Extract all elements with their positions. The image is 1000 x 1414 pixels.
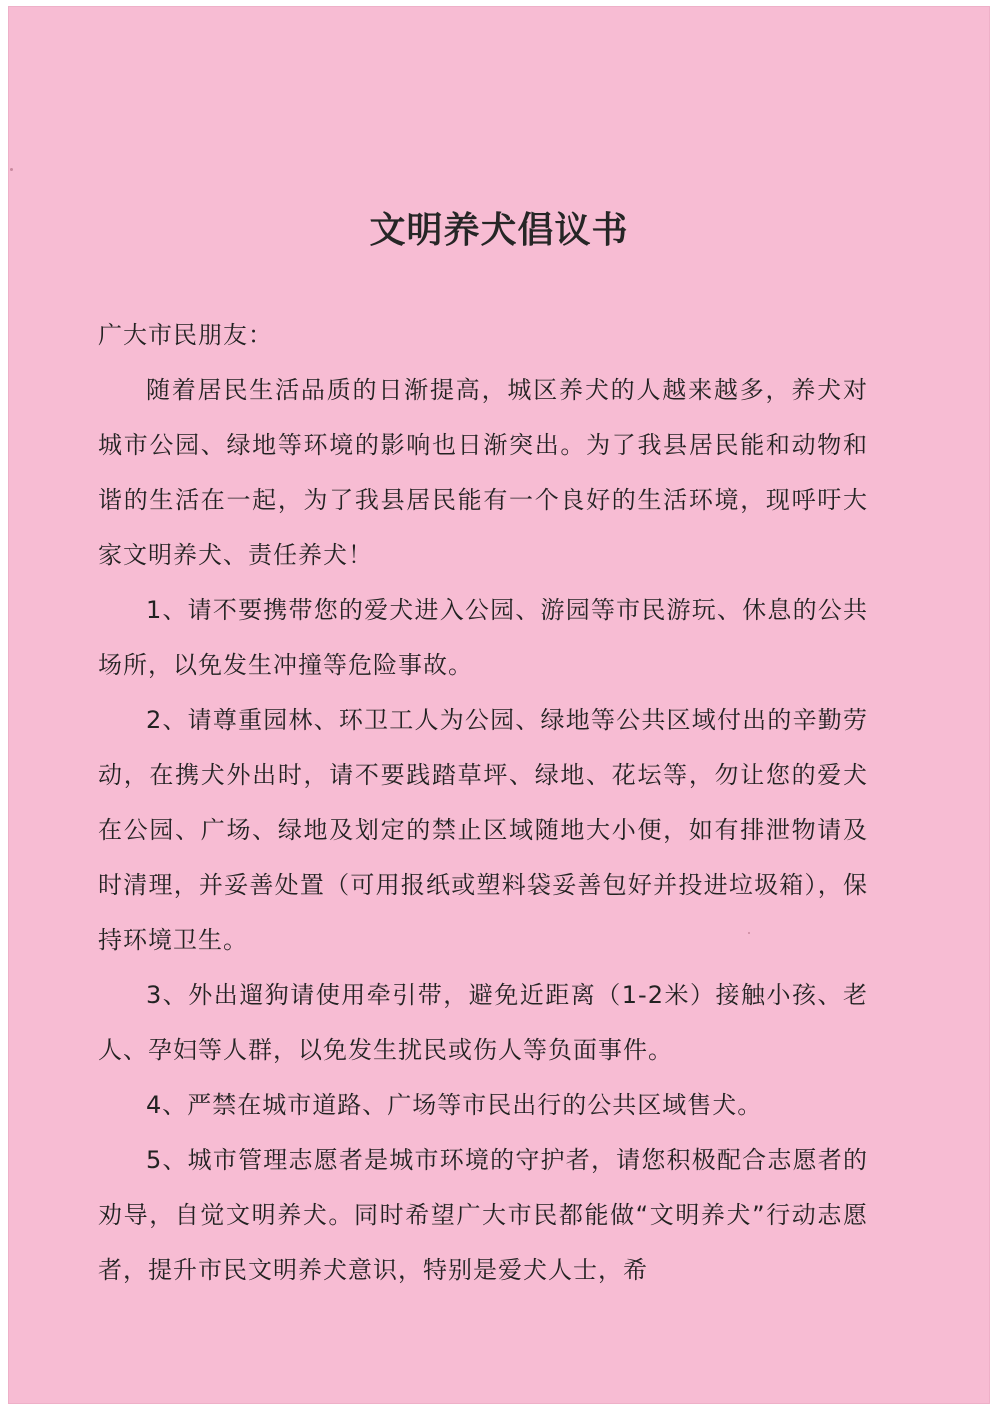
paragraph-item-1: 1、请不要携带您的爱犬进入公园、游园等市民游玩、休息的公共场所，以免发生冲撞等危险事故。 bbox=[98, 596, 868, 679]
paragraph-item-2: 2、请尊重园林、环卫工人为公园、绿地等公共区域付出的辛勤劳动，在携犬外出时，请不要践踏草坪、绿地、花坛等，勿让您的爱犬在公园、广场、绿地及划定的禁止区域随地大小便，如有排泄物请及时清理，并妥善处置（可用报纸或塑料袋妥善包好并投进垃圾箱），保持环境卫生。 bbox=[98, 706, 868, 954]
salutation: 广大市民朋友： bbox=[98, 321, 273, 349]
paper-speck bbox=[10, 168, 13, 171]
paragraph-item-3: 3、外出遛狗请使用牵引带，避免近距离（1-2米）接触小孩、老人、孕妇等人群，以免发生扰民或伤人等负面事件。 bbox=[98, 981, 868, 1064]
paragraph-intro: 随着居民生活品质的日渐提高，城区养犬的人越来越多，养犬对城市公园、绿地等环境的影响也日渐突出。为了我县居民能和动物和谐的生活在一起，为了我县居民能有一个良好的生活环境，现呼吁大家文明养犬、责任养犬！ bbox=[98, 376, 868, 569]
document-title: 文明养犬倡议书 bbox=[369, 209, 629, 251]
paragraph-item-5: 5、城市管理志愿者是城市环境的守护者，请您积极配合志愿者的劝导，自觉文明养犬。同时希望广大市民都能做“文明养犬”行动志愿者，提升市民文明养犬意识，特别是爱犬人士，希 bbox=[98, 1146, 868, 1284]
document-body bbox=[98, 308, 868, 1298]
paragraph-item-4: 4、严禁在城市道路、广场等市民出行的公共区域售犬。 bbox=[146, 1091, 763, 1119]
document-page bbox=[8, 6, 990, 1404]
